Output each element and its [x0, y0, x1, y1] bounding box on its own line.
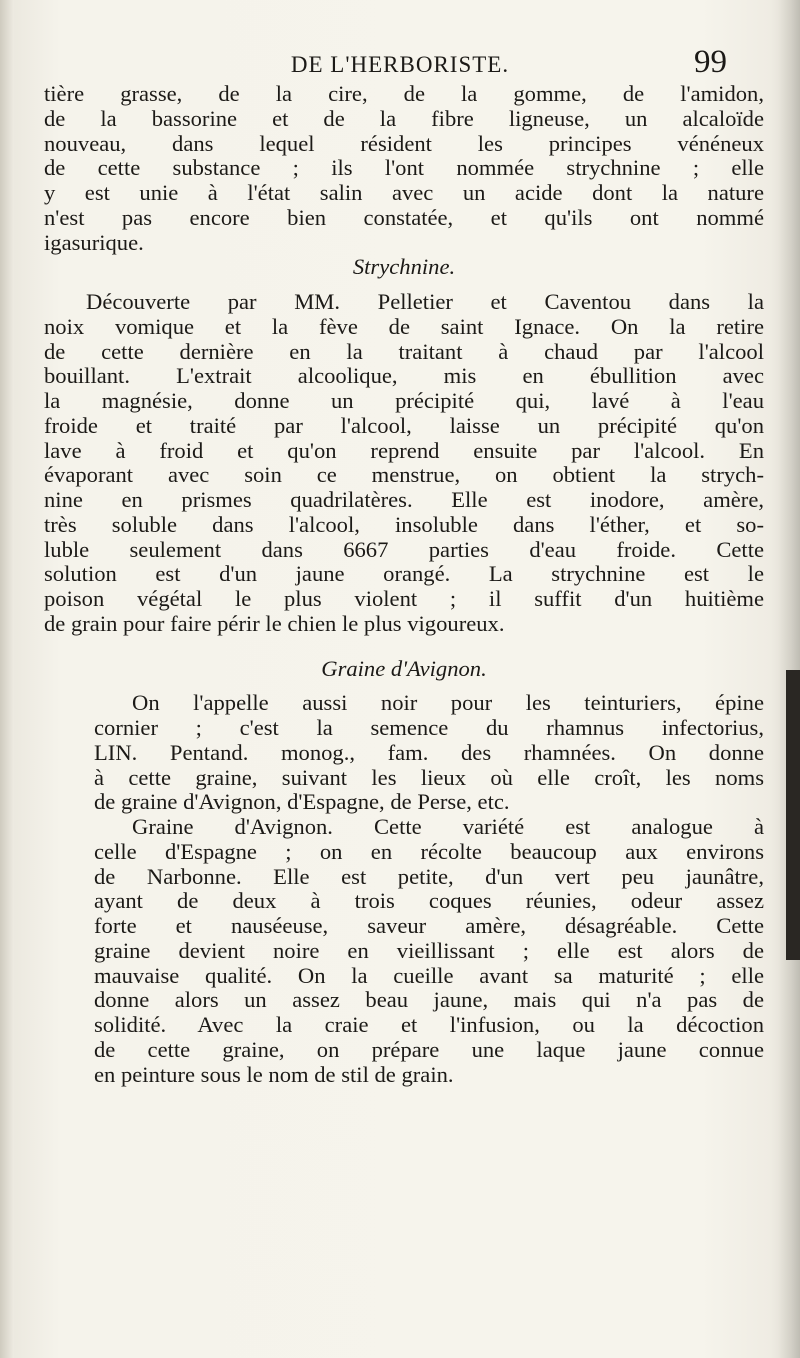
text-line: donne alors un assez beau jaune, mais qui n'a pas de: [94, 987, 764, 1013]
text-line: luble seulement dans 6667 parties d'eau froide. Cette: [44, 536, 764, 562]
text-line: froide et traité par l'alcool, laisse un précipité qu'on: [44, 412, 764, 438]
text-line: de cette substance ; ils l'ont nommée strychnine ; elle: [44, 155, 764, 181]
text-line: de la bassorine et de la fibre ligneuse, un alcaloïde: [44, 105, 764, 131]
text-line: graine devient noire en vieillissant ; elle est alors de: [94, 937, 764, 963]
text-line: très soluble dans l'alcool, insoluble dans l'éther, et so-: [44, 511, 764, 537]
text-line: solidité. Avec la craie et l'infusion, ou la décoction: [94, 1012, 764, 1037]
page-number: 99: [694, 44, 727, 80]
running-title: DE L'HERBORISTE.: [290, 52, 510, 77]
text-line: de Narbonne. Elle est petite, d'un vert peu jaunâtre,: [94, 863, 764, 889]
text-line: On l'appelle aussi noir pour les teinturiers, épine: [132, 690, 764, 716]
text-line: LIN. Pentand. monog., fam. des rhamnées. On donne: [94, 739, 764, 765]
body-text: [44, 82, 764, 1087]
text-line: y est unie à l'état salin avec un acide dont la nature: [44, 180, 764, 205]
text-line: n'est pas encore bien constatée, et qu'ils ont nommé: [44, 204, 764, 230]
text-line: solution est d'un jaune orangé. La strychnine est le: [44, 561, 764, 587]
text-line: lave à froid et qu'on reprend ensuite par l'alcool. En: [44, 437, 764, 463]
text-line: de cette graine, on prépare une laque jaune connue: [94, 1036, 764, 1062]
text-line: nine en prismes quadrilatères. Elle est inodore, amère,: [44, 487, 764, 512]
text-line: mauvaise qualité. On la cueille avant sa maturité ; elle: [94, 962, 764, 988]
paragraph-strychnine: [44, 290, 764, 637]
paragraph-variete: [44, 815, 764, 1087]
text-line: la magnésie, donne un précipité qui, lavé à l'eau: [44, 388, 764, 413]
text-line: ayant de deux à trois coques réunies, odeur assez: [94, 888, 764, 914]
text-line: à cette graine, suivant les lieux où elle croît, les noms: [94, 764, 764, 790]
text-line: tière grasse, de la cire, de la gomme, de l'amidon,: [44, 81, 764, 106]
text-line: Découverte par MM. Pelletier et Caventou dans la: [86, 289, 764, 314]
text-line: forte et nauséeuse, saveur amère, désagréable. Cette: [94, 913, 764, 938]
paragraph-amidon: [44, 82, 764, 255]
text-line: en peinture sous le nom de stil de grain.: [94, 1061, 454, 1087]
text-line: de cette dernière en la traitant à chaud par l'alcool: [44, 338, 764, 364]
text-line: bouillant. L'extrait alcoolique, mis en ébullition avec: [44, 363, 764, 389]
section-heading-strychnine: Strychnine.: [352, 254, 456, 280]
text-line: poison végétal le plus violent ; il suffit d'un huitième: [44, 586, 764, 611]
text-line: igasurique.: [44, 229, 144, 255]
text-line: Graine d'Avignon. Cette variété est analogue à: [132, 814, 764, 839]
page-gutter: [0, 0, 14, 1358]
page-edge-tab: [786, 670, 800, 960]
text-line: celle d'Espagne ; on en récolte beaucoup aux environs: [94, 838, 764, 864]
spacer: [44, 637, 764, 657]
text-line: cornier ; c'est la semence du rhamnus infectorius,: [94, 715, 764, 740]
text-line: de grain pour faire périr le chien le plus vigoureux.: [44, 610, 505, 636]
paragraph-graine: [44, 691, 764, 815]
text-line: évaporant avec soin ce menstrue, on obtient la strych-: [44, 462, 764, 488]
text-line: nouveau, dans lequel résident les principes vénéneux: [44, 130, 764, 156]
text-line: noix vomique et la fève de saint Ignace. On la retire: [44, 313, 764, 339]
text-line: de graine d'Avignon, d'Espagne, de Perse, etc.: [94, 789, 510, 815]
section-heading-graine-avignon: Graine d'Avignon.: [321, 655, 487, 681]
